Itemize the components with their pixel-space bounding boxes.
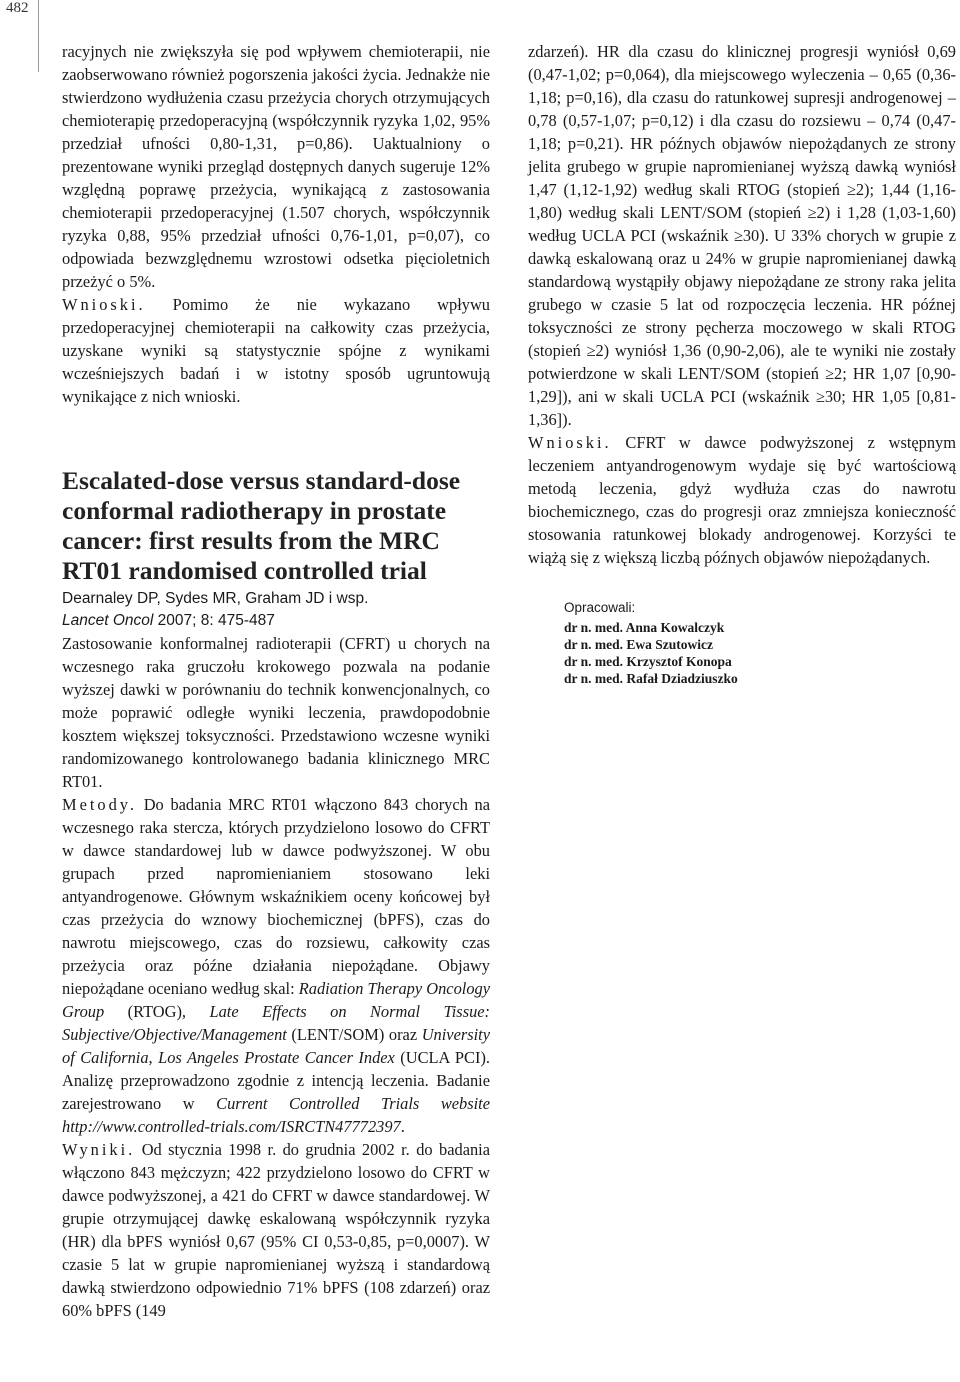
prev-article-conclusions: [62, 293, 490, 408]
registry-link: Current Controlled Trials website http://www.controlled-trials.com/ISRCTN47772397: [62, 1094, 491, 1136]
abstract-results: [62, 1138, 490, 1322]
conclusions-label: Wnioski.: [62, 295, 146, 314]
credit-name: dr n. med. Rafał Dziadziuszko: [564, 671, 738, 686]
ucla-name: University of California, Los Angeles Prostate Cancer Index: [62, 1025, 490, 1067]
credits-label: Opracowali:: [564, 600, 636, 615]
methods-text-a: Do badania MRC RT01 włączono 843 chorych na wczesnego raka stercza, których przydzielono losowo do CFRT w dawce standardowej lub w dawce podwyższonej. W obu grupach przed napromienianiem stosowano leki antyandrogenowe. Głównym wskaźnikiem oceny końcowej był czas przeżycia do wznowy biochemicznej (bPFS), czas do nawrotu miejscowego, czas do rozsiewu, całkowity czas przeżycia oraz późne działania niepożądane. Objawy niepożądane oceniano według skal:: [62, 795, 490, 998]
methods-text-d: (UCLA PCI). Analizę przeprowadzono zgodnie z intencją leczenia. Badanie zarejestrowano w: [62, 1048, 490, 1113]
lent-name: Late Effects on Normal Tissue: Subjective/Objective/Management: [62, 1002, 490, 1044]
credits: [564, 599, 956, 687]
methods-text-c: (LENT/SOM) oraz: [286, 1025, 422, 1044]
rtog-name: Radiation Therapy Oncology Group: [62, 979, 490, 1021]
results-text: Od stycznia 1998 r. do grudnia 2002 r. do badania włączono 843 mężczyzn; 422 przydzielono losowo do CFRT w dawce podwyższonej, a 421 do CFRT w dawce standardowej. W grupie otrzymującej dawkę eskalowaną współczynnik ryzyka (HR) dla bPFS wyniósł 0,67 (95% CI 0,53-0,85, p=0,0007). W czasie 5 lat w grupie napromienianej wyższą i standardową dawką stwierdzono odpowiednio 71% bPFS (108 zdarzeń) oraz 60% bPFS (149: [62, 1140, 490, 1320]
abstract-intro: Zastosowanie konformalnej radioterapii (CFRT) u chorych na wczesnego raka gruczołu krokowego pozwala na podanie wyższej dawki w porównaniu do technik konwencjonalnych, co może poprawić odległe wyniki leczenia, prawdopodobnie kosztem większej toksyczności. Przedstawiono wczesne wyniki randomizowanego kontrolowanego badania klinicznego MRC RT01.: [62, 634, 490, 791]
credit-name: dr n. med. Anna Kowalczyk: [564, 620, 725, 635]
abstract-methods: [62, 793, 490, 1138]
credit-name: dr n. med. Ewa Szutowicz: [564, 637, 714, 652]
methods-text-b: (RTOG),: [104, 1002, 210, 1021]
results-label: Wyniki.: [62, 1140, 136, 1159]
journal-name: Lancet Oncol: [62, 612, 154, 629]
conclusions-label: Wnioski.: [528, 433, 612, 452]
citation-details: 2007; 8: 475-487: [153, 612, 275, 629]
article-citation: [62, 610, 490, 632]
credit-name: dr n. med. Krzysztof Konopa: [564, 654, 732, 669]
right-column: [528, 40, 956, 687]
methods-text-e: .: [400, 1117, 405, 1136]
page-rule: [38, 0, 39, 72]
methods-label: Metody.: [62, 795, 138, 814]
page-number: 482: [6, 0, 29, 16]
conclusions-text: CFRT w dawce podwyższonej z wstępnym leczeniem antyandrogenowym wydaje się być wartościową metodą leczenia, gdyż wydłuża czas do nawrotu biochemicznego, czas do progresji oraz zmniejsza konieczność stosowania ratunkowej blokady androgenowej. Korzyści te wiążą się z większą liczbą późnych objawów niepożądanych.: [528, 433, 956, 567]
conclusions-text: Pomimo że nie wykazano wpływu przedoperacyjnej chemioterapii na całkowity czas przeżycia, uzyskane wyniki są statystycznie spójne z wynikami wcześniejszych badań i w istotny sposób ugruntowują wynikające z nich wnioski.: [62, 295, 490, 406]
left-column: [62, 40, 490, 1322]
article-authors: Dearnaley DP, Sydes MR, Graham JD i wsp.: [62, 590, 369, 607]
article-title: Escalated-dose versus standard-dose conformal radiotherapy in prostate cancer: first results from the MRC RT01 randomised controlled trial: [62, 466, 461, 585]
results-continuation: zdarzeń). HR dla czasu do klinicznej progresji wyniósł 0,69 (0,47-1,02; p=0,064), dla miejscowego wyleczenia – 0,65 (0,36-1,18; p=0,16), dla czasu do ratunkowej supresji androgenowej – 0,78 (0,57-1,07; p=0,12) i dla czasu do rozsiewu – 0,74 (0,47-1,18; p=0,21). HR późnych objawów niepożądanych ze strony jelita grubego w grupie napromienianej wyższą dawką wyniósł 1,47 (1,12-1,92) według skali RTOG (stopień ≥2); 1,44 (1,16-1,80) według skali LENT/SOM (stopień ≥2) i 1,28 (1,03-1,60) według UCLA PCI (wskaźnik ≥30). U 33% chorych w grupie z dawką eskalowaną oraz u 24% w grupie napromienianej dawką standardową wystąpiły objawy niepożądane ze strony raka jelita grubego w czasie 5 lat od rozpoczęcia leczenia. HR późnej toksyczności ze strony pęcherza moczowego w skali RTOG (stopień ≥2) wyniósł 1,36 (0,90-2,06), ale te wyniki nie zostały potwierdzone w skali LENT/SOM (stopień ≥2; HR 1,07 [0,90-1,29]), ani w skali UCLA PCI (wskaźnik ≥30; HR 1,05 [0,81-1,36]).: [528, 42, 956, 429]
prev-article-paragraph: racyjnych nie zwiększyła się pod wpływem chemioterapii, nie zaobserwowano również pogorszenia jakości życia. Jednakże nie stwierdzono wydłużenia czasu przeżycia chorych otrzymujących chemioterapię przedoperacyjną (współczynnik ryzyka 1,02, 95% przedział ufności 0,80-1,31, p=0,86). Uaktualniony o prezentowane wyniki przegląd dostępnych danych sugeruje 12% względną poprawę przeżycia, wynikającą z zastosowania chemioterapii przedoperacyjnej (1.507 chorych, współczynnik ryzyka 0,88, 95% przedział ufności 0,76-1,01, p=0,07), co odpowiada bezwzględnemu wzrostowi odsetka pięcioletnich przeżyć o 5%.: [62, 42, 490, 291]
abstract-conclusions: [528, 431, 956, 569]
